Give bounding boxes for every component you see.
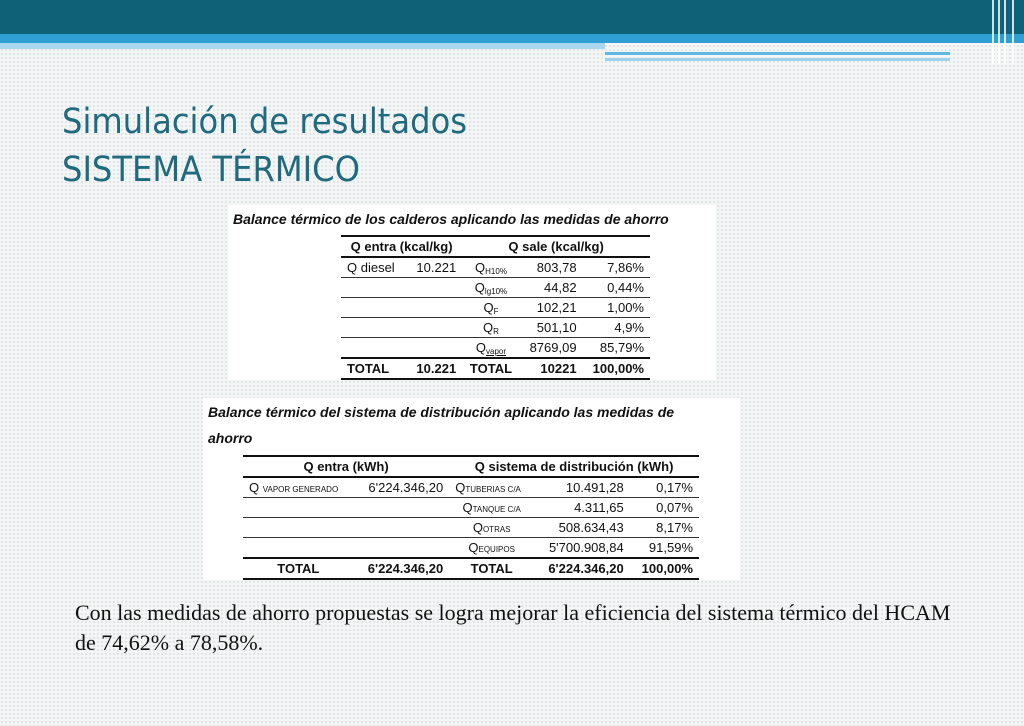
- cell: 0,17%: [630, 477, 699, 498]
- table-row: [341, 278, 650, 298]
- cell: 1,00%: [583, 298, 650, 318]
- cell: 44,82: [520, 278, 583, 298]
- total-row: [341, 358, 650, 379]
- cell: TOTAL: [462, 358, 520, 379]
- cell: 10.221: [406, 358, 462, 379]
- cell: Q VAPOR GENERADO: [243, 477, 354, 498]
- cell: 100,00%: [630, 558, 699, 579]
- header-accent-band: [0, 34, 1024, 43]
- cell: [406, 278, 462, 298]
- cell: 10.491,28: [534, 477, 630, 498]
- cell: $Q_{lg10\%}$: [462, 278, 520, 298]
- header-band: [0, 0, 1024, 34]
- cell: 8769,09: [529, 340, 577, 355]
- cell: [341, 318, 406, 338]
- cell: 4.311,65: [534, 498, 630, 518]
- table-row: [243, 477, 699, 498]
- column-header-in: Q entra (kWh): [243, 456, 449, 477]
- cell: [406, 298, 462, 318]
- cell: [354, 498, 450, 518]
- cell: [354, 538, 450, 559]
- total-row: [243, 558, 699, 579]
- cell: 10221: [520, 358, 583, 379]
- table-row: [243, 538, 699, 559]
- boiler-balance-panel: [228, 205, 716, 380]
- conclusion-text: Con las medidas de ahorro propuestas se logra mejorar la eficiencia del sistema térmico del HCAM de 74,62% a 78,58%.: [75, 600, 951, 655]
- cell: 102,21: [520, 298, 583, 318]
- title-line-1: Simulación de resultados: [62, 102, 468, 142]
- cell: Q diesel: [341, 257, 406, 278]
- boiler-balance-caption: Balance térmico de los calderos aplicando las medidas de ahorro: [233, 211, 669, 227]
- cell: TOTAL: [449, 558, 534, 579]
- cell: 6'224.346,20: [354, 477, 450, 498]
- cell: QTANQUE C/A: [449, 498, 534, 518]
- cell: [341, 298, 406, 318]
- cell: [243, 538, 354, 559]
- header-light-band: [0, 43, 605, 49]
- table-row: [341, 338, 650, 359]
- cell: TOTAL: [341, 358, 406, 379]
- cell: 0,07%: [630, 498, 699, 518]
- cell: 5'700.908,84: [548, 540, 624, 555]
- distribution-balance-table: [243, 455, 699, 580]
- cell: $Q_R$: [462, 318, 520, 338]
- table-row: [341, 318, 650, 338]
- cell: TOTAL: [243, 558, 354, 579]
- header-accent-line: [605, 52, 950, 55]
- cell: [341, 338, 406, 359]
- cell: [406, 338, 462, 359]
- header-stripes: [990, 0, 1020, 64]
- cell: 4,9%: [583, 318, 650, 338]
- table-row: [243, 498, 699, 518]
- cell: 508.634,43: [534, 518, 630, 538]
- distribution-caption-line-1: Balance térmico del sistema de distribución aplicando las medidas de: [208, 404, 675, 420]
- cell: 91,59%: [648, 540, 693, 555]
- column-header-in: Q entra (kcal/kg): [341, 236, 462, 257]
- cell: $Q_F$: [462, 298, 520, 318]
- cell: 6'224.346,20: [534, 558, 630, 579]
- cell: [341, 278, 406, 298]
- header-accent-line: [605, 58, 950, 61]
- cell: $Q_{H10\%}$: [462, 257, 520, 278]
- cell: 803,78: [520, 257, 583, 278]
- column-header-out: Q sale (kcal/kg): [462, 236, 650, 257]
- slide-title: [62, 98, 502, 194]
- cell: 501,10: [520, 318, 583, 338]
- cell: QTUBERIAS C/A: [449, 477, 534, 498]
- cell: [243, 498, 354, 518]
- cell: QOTRAS: [449, 518, 534, 538]
- distribution-balance-panel: [203, 398, 740, 580]
- cell: 85,79%: [599, 340, 644, 355]
- cell: [406, 318, 462, 338]
- cell: 7,86%: [583, 257, 650, 278]
- title-line-2: SISTEMA TÉRMICO: [62, 150, 360, 190]
- table-row: [243, 518, 699, 538]
- cell: 100,00%: [583, 358, 650, 379]
- column-header-out: Q sistema de distribución (kWh): [449, 456, 699, 477]
- cell: 0,44%: [583, 278, 650, 298]
- cell: [354, 518, 450, 538]
- cell: QEQUIPOS: [468, 540, 515, 555]
- cell: $Q_{vapor}$: [475, 339, 507, 356]
- cell: 8,17%: [630, 518, 699, 538]
- table-row: [341, 257, 650, 278]
- table-row: [341, 298, 650, 318]
- distribution-caption-line-2: ahorro: [208, 430, 253, 446]
- cell: 10.221: [406, 257, 462, 278]
- cell: [243, 518, 354, 538]
- cell: 6'224.346,20: [354, 558, 450, 579]
- boiler-balance-table: [341, 235, 650, 380]
